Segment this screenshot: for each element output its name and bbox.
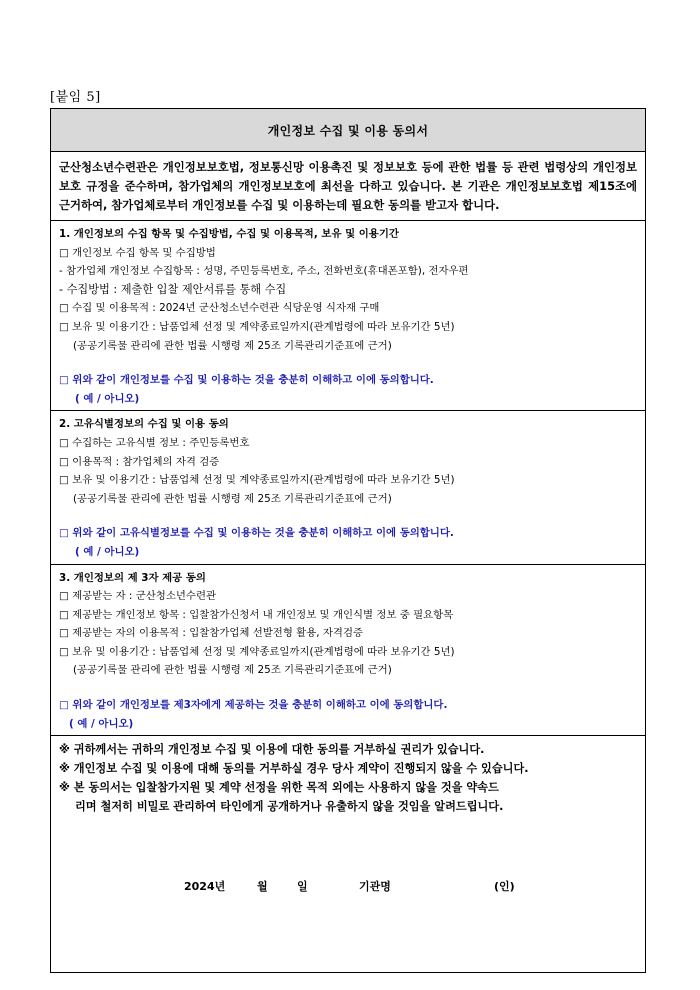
section3-yes-no[interactable]: ( 예 / 아니오) xyxy=(69,717,134,730)
section3-line: □ 보유 및 이용기간 : 납품업체 선정 및 계약종료일까지(관계법령에 따라 보유기간 5년) xyxy=(59,645,455,658)
signature-area xyxy=(51,816,645,972)
section3-line: □ 제공받는 자 : 군산청소년수련관 xyxy=(59,590,217,603)
section3-heading: 3. 개인정보의 제 3자 제공 동의 xyxy=(59,571,206,584)
section2-line: □ 이용목적 : 참가업체의 자격 검증 xyxy=(59,455,220,468)
section1-yes-no[interactable]: ( 예 / 아니오) xyxy=(75,392,140,405)
section1-line: - 참가업체 개인정보 수집항목 : 성명, 주민등록번호, 주소, 전화번호(휴대폰포함), 전자우편 xyxy=(59,265,469,278)
section1-basis: (공공기록물 관리에 관한 법률 시행령 제 25조 기록관리기준표에 근거) xyxy=(73,339,392,352)
notice-purpose-limit-cont: 리며 철저히 비밀로 관리하여 타인에게 공개하거나 유출하지 않을 것임을 알려드립니다. xyxy=(75,800,504,814)
attachment-label: [붙임 5] xyxy=(50,90,101,105)
section2-heading: 2. 고유식별정보의 수집 및 이용 동의 xyxy=(59,418,229,431)
signature-seal: (인) xyxy=(494,880,515,894)
intro-paragraph: 군산청소년수련관은 개인정보보호법, 정보통신망 이용촉진 및 정보보호 등에 관한 법률 등 관련 법령상의 개인정보보호 규정을 준수하며, 참가업체의 개인정보보호에 최선을 다하고 있습니다. 본 기관은 개인정보보호법 제15조에 근거하여, 참가업체로부터 개인정보를 수집 및 이용하는데 필요한 동의를 받고자 합니다. xyxy=(51,152,645,221)
notice-block xyxy=(51,736,645,816)
section3-line: □ 제공받는 개인정보 항목 : 입찰참가신청서 내 개인정보 및 개인식별 정보 중 필요항목 xyxy=(59,608,454,621)
signature-year: 2024년 xyxy=(184,880,226,894)
notice-refusal-effect: ※ 개인정보 수집 및 이용에 대해 동의를 거부하실 경우 당사 계약이 진행되지 않을 수 있습니다. xyxy=(59,762,529,776)
section1-line: □ 개인정보 수집 항목 및 수집방법 xyxy=(59,246,216,259)
section3-line: □ 제공받는 자의 이용목적 : 입찰참가업체 선발전형 활용, 자격검증 xyxy=(59,627,364,640)
section-unique-id xyxy=(51,411,645,564)
section1-heading: 1. 개인정보의 수집 항목 및 수집방법, 수집 및 이용목적, 보유 및 이용기간 xyxy=(59,228,399,240)
form-title: 개인정보 수집 및 이용 동의서 xyxy=(51,109,645,152)
section3-basis: (공공기록물 관리에 관한 법률 시행령 제 25조 기록관리기준표에 근거) xyxy=(73,664,392,677)
section1-agree-checkbox[interactable]: □ 위와 같이 개인정보를 수집 및 이용하는 것을 충분히 이해하고 이에 동의합니다. xyxy=(59,374,434,387)
signature-day: 일 xyxy=(297,880,308,894)
section-third-party xyxy=(51,565,645,737)
signature-month: 월 xyxy=(257,880,268,894)
section2-line: □ 보유 및 이용기간 : 납품업체 선정 및 계약종료일까지(관계법령에 따라 보유기간 5년) xyxy=(59,474,455,487)
signature-org-label: 기관명 xyxy=(359,880,391,894)
consent-form xyxy=(50,108,646,973)
notice-right-to-refuse: ※ 귀하께서는 귀하의 개인정보 수집 및 이용에 대한 동의를 거부하실 권리가 있습니다. xyxy=(59,743,485,757)
notice-purpose-limit: ※ 본 동의서는 입찰참가지원 및 계약 선정을 위한 목적 외에는 사용하지 않을 것을 약속드 xyxy=(59,781,499,795)
section2-yes-no[interactable]: ( 예 / 아니오) xyxy=(75,545,140,558)
section3-agree-checkbox[interactable]: □ 위와 같이 개인정보를 제3자에게 제공하는 것을 충분히 이해하고 이에 동의합니다. xyxy=(59,699,448,712)
section1-line: □ 수집 및 이용목적 : 2024년 군산청소년수련관 식당운영 식자재 구매 xyxy=(59,302,380,315)
section-collection xyxy=(51,221,645,411)
section1-line: - 수집방법 : 제출한 입찰 제안서류를 통해 수집 xyxy=(59,282,287,296)
section2-basis: (공공기록물 관리에 관한 법률 시행령 제 25조 기록관리기준표에 근거) xyxy=(73,492,392,505)
section1-line: □ 보유 및 이용기간 : 납품업체 선정 및 계약종료일까지(관계법령에 따라 보유기간 5년) xyxy=(59,320,455,333)
section2-line: □ 수집하는 고유식별 정보 : 주민등록번호 xyxy=(59,436,250,449)
section2-agree-checkbox[interactable]: □ 위와 같이 고유식별정보를 수집 및 이용하는 것을 충분히 이해하고 이에 동의합니다. xyxy=(59,527,454,540)
